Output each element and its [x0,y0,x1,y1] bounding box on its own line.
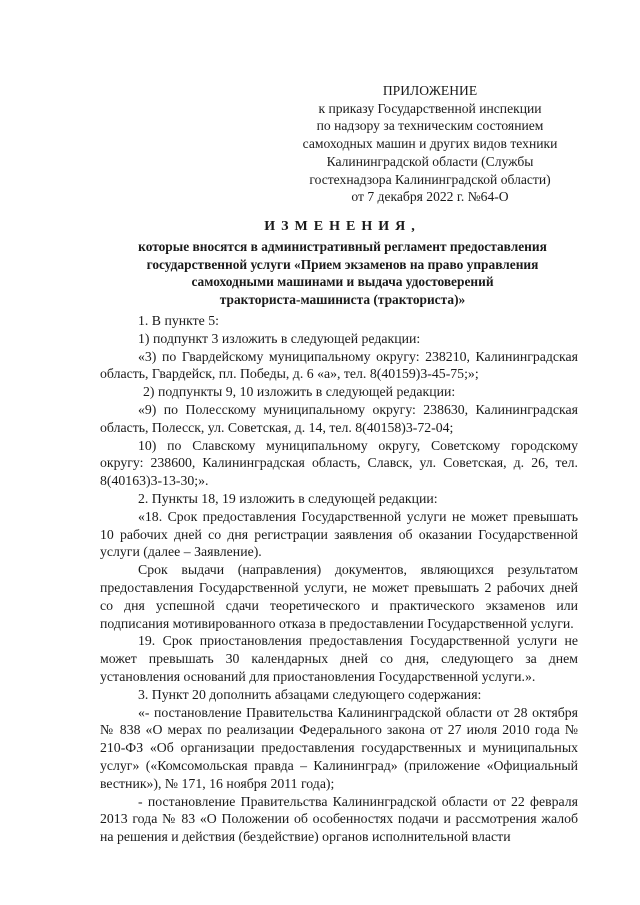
appendix-block [300,82,560,206]
paragraph: «3) по Гвардейскому муниципальному округу: 238210, Калининградская область, Гвардейск, пл. Победы, д. 6 «а», тел. 8(40159)3-45-75;»; [100,348,578,382]
appendix-line: самоходных машин и других видов техники [302,136,558,152]
paragraph: 3. Пункт 20 дополнить абзацами следующего содержания: [138,686,482,702]
paragraph: 1. В пункте 5: [138,313,219,328]
paragraph: 1) подпункт 3 изложить в следующей редакции: [138,330,421,346]
paragraph: - постановление Правительства Калининградской области от 22 февраля 2013 года № 83 «О Положении об особенностях подачи и рассмотрения жалоб на решения и действия (бездействие) органов исполнительной власти [100,793,578,845]
appendix-line: по надзору за техническим состоянием [316,118,544,134]
appendix-date: от 7 декабря 2022 г. №64-О [351,189,509,205]
title-line: государственной услуги «Прием экзаменов на право управления [146,256,539,272]
paragraph: «- постановление Правительства Калининградской области от 28 октября № 838 «О мерах по реализации Федерального закона от 27 июля 2010 года № 210-ФЗ «Об организации предоставления государственных и муниципальных услуг» («Комсомольская правда – Калининград» (приложение «Официальный вестник»), № 171, 16 ноября 2011 года); [100,704,578,791]
appendix-line: к приказу Государственной инспекции [318,100,542,116]
paragraph: 2. Пункты 18, 19 изложить в следующей редакции: [138,490,438,506]
title-line: тракториста-машиниста (тракториста)» [219,291,466,307]
appendix-line: гостехнадзора Калининградской области) [309,171,551,187]
title-line: самоходными машинами и выдача удостоверений [191,274,494,289]
title-line: которые вносятся в административный регламент предоставления [138,239,547,254]
paragraph: 10) по Славскому муниципальному округу, Советскому городскому округу: 238600, Калининградская область, Славск, ул. Советская, д. 26, тел. 8(40163)3-13-30;». [100,437,578,489]
paragraph: «9) по Полесскому муниципальному округу: 238630, Калининградская область, Полесск, ул. Советская, д. 14, тел. 8(40158)3-72-04; [100,401,578,435]
document-title [115,218,570,308]
document-body [100,312,578,846]
appendix-line: Калининградской области (Службы [326,153,534,169]
paragraph: Срок выдачи (направления) документов, являющихся результатом предоставления Государственной услуги, не может превышать 2 рабочих дней со дня успешной сдачи теоретического и практического экзаменов или подписания мотивированного отказа в предоставлении Государственной услуги. [100,562,578,631]
paragraph: «18. Срок предоставления Государственной услуги не может превышать 10 рабочих дней со дня регистрации заявления об оказании Государственной услуги (далее – Заявление). [100,508,578,560]
appendix-title: ПРИЛОЖЕНИЕ [382,83,478,98]
paragraph: 2) подпункты 9, 10 изложить в следующей редакции: [143,384,456,400]
title-heading: ИЗМЕНЕНИЯ, [264,219,421,234]
paragraph: 19. Срок приостановления предоставления Государственной услуги не может превышать 30 календарных дней со дня, следующего за днем установления оснований для приостановления Государственной услуги.». [100,633,578,684]
